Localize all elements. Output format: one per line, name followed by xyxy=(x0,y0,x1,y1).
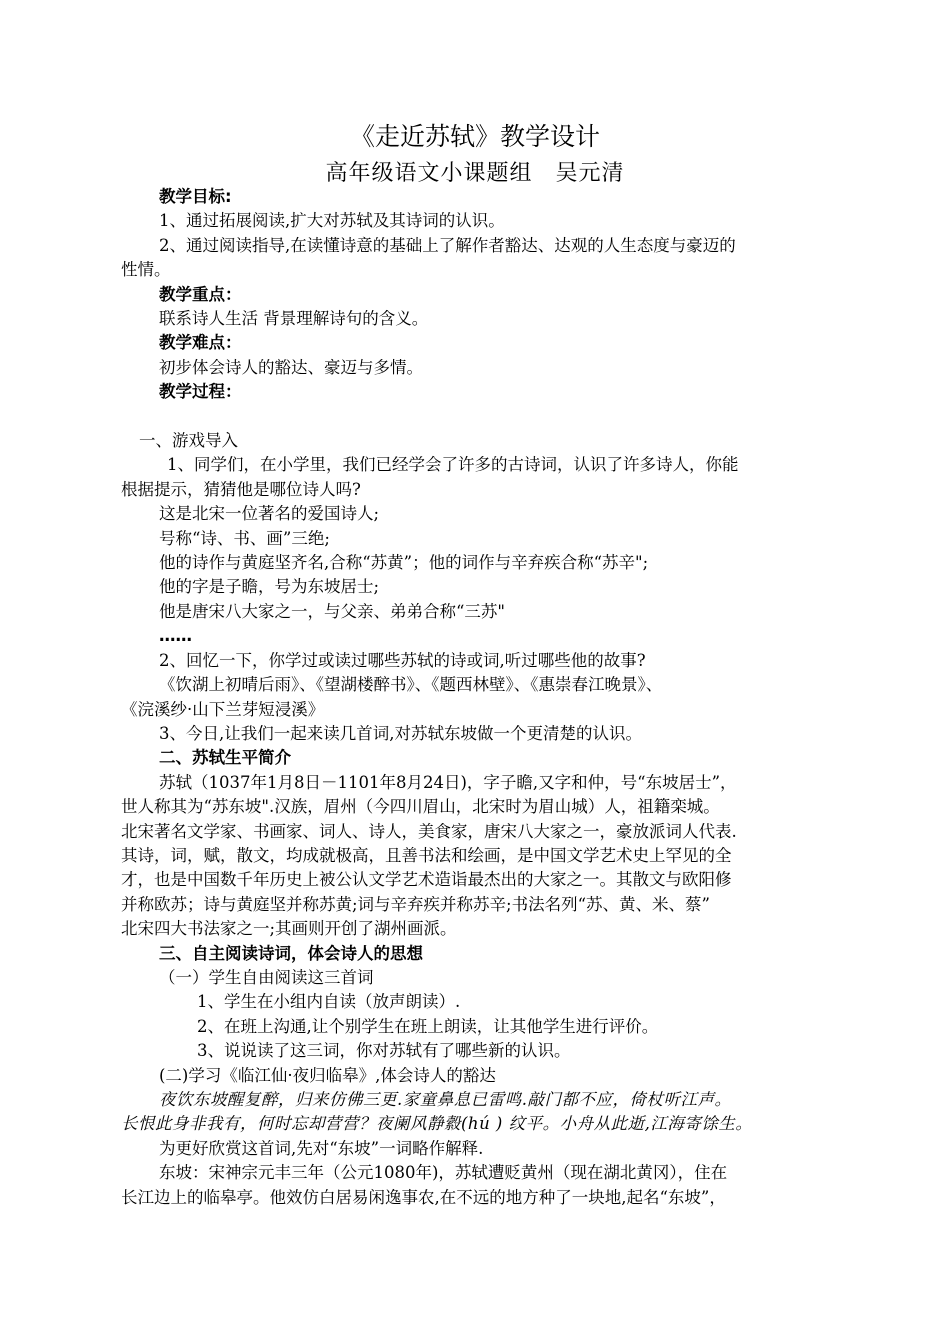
clue-item: 他是唐宋八大家之一，与父亲、弟弟合称“三苏" xyxy=(159,601,506,621)
biography-line: 其诗，词，赋，散文，均成就极高，且善书法和绘画，是中国文学艺术史上罕见的全 xyxy=(121,845,732,865)
question-2: 2、回忆一下，你学过或读过哪些苏轼的诗或词,听过哪些他的故事? xyxy=(159,650,646,670)
question-1: 1、同学们，在小学里，我们已经学会了许多的古诗词，认识了许多诗人，你能 xyxy=(167,455,739,475)
biography-line: 并称欧苏；诗与黄庭坚并称苏黄;词与辛弃疾并称苏辛;书法名列“苏、黄、米、蔡” xyxy=(121,894,710,914)
works-list-continuation: 《浣溪纱·山下兰芽短浸溪》 xyxy=(121,699,325,719)
section3-heading: 三、自主阅读诗词，体会诗人的思想 xyxy=(159,943,423,963)
poem-line: 夜饮东坡醒复醉，归来仿佛三更.家童鼻息已雷鸣.敲门都不应，倚杖听江声。 xyxy=(159,1090,732,1110)
focus-heading: 教学重点： xyxy=(159,284,242,304)
blank-line xyxy=(121,405,833,429)
clue-item: 号称“诗、书、画”三绝; xyxy=(159,528,330,548)
difficulty-heading: 教学难点： xyxy=(159,333,242,353)
biography-line: 世人称其为“苏东坡".汉族，眉州（今四川眉山，北宋时为眉山城）人，祖籍栾城。 xyxy=(121,797,720,817)
clue-item: 这是北宋一位著名的爱国诗人; xyxy=(159,504,380,524)
section1-heading: 一、游戏导入 xyxy=(139,431,238,451)
clue-item: 他的诗作与黄庭坚齐名,合称“苏黄”；他的词作与辛弃疾合称“苏辛"; xyxy=(159,553,649,573)
focus-text: 联系诗人生活 背景理解诗句的含义。 xyxy=(159,309,429,329)
subsection-1-heading: （一）学生自由阅读这三首词 xyxy=(159,967,374,987)
dongpo-note: 东坡：宋神宗元丰三年（公元1080年)，苏轼遭贬黄州（现在湖北黄冈），住在 xyxy=(159,1163,728,1183)
explanation: 为更好欣赏这首词,先对“东坡”一词略作解释. xyxy=(159,1138,484,1158)
process-heading: 教学过程： xyxy=(159,382,242,402)
question-1-continuation: 根据提示，猜猜他是哪位诗人吗? xyxy=(121,479,361,499)
question-3: 3、今日,让我们一起来读几首词,对苏轼东坡做一个更清楚的认识。 xyxy=(159,723,642,743)
section2-heading: 二、苏轼生平简介 xyxy=(159,748,291,768)
poem-line: 长恨此身非我有，何时忘却营营？夜阑风静縠(hú ) 纹平。小舟从此逝,江海寄馀生。 xyxy=(121,1114,753,1134)
clue-item: 他的字是子瞻，号为东坡居士; xyxy=(159,577,380,597)
works-list: 《饮湖上初晴后雨》、《望湖楼醉书》、《题西林壁》、《惠崇春江晚景》、 xyxy=(159,675,663,695)
dongpo-note-continuation: 长江边上的临皋亭。他效仿白居易闲逸事农,在不远的地方种了一块地,起名“东坡”， xyxy=(121,1187,726,1207)
step-item: 2、在班上沟通,让个别学生在班上朗读，让其他学生进行评价。 xyxy=(197,1016,659,1036)
difficulty-text: 初步体会诗人的豁达、豪迈与多情。 xyxy=(159,357,423,377)
goals-heading: 教学目标: xyxy=(159,187,232,206)
goal-item: 1、通过拓展阅读,扩大对苏轼及其诗词的认识。 xyxy=(159,211,505,231)
document-subtitle: 高年级语文小课题组 吴元清 xyxy=(325,161,625,186)
step-item: 3、说说读了这三词，你对苏轼有了哪些新的认识。 xyxy=(197,1041,571,1061)
document-body xyxy=(121,185,833,1210)
biography-line: 北宋四大书法家之一;其画则开创了湖州画派。 xyxy=(121,919,457,939)
ellipsis: …… xyxy=(159,626,192,646)
goal-item-continuation: 性情。 xyxy=(121,260,171,280)
biography-line: 苏轼（1037年1月8日－1101年8月24日)，字子瞻,又字和仲，号“东坡居士”， xyxy=(159,772,737,792)
document-title: 《走近苏轼》教学设计 xyxy=(349,122,600,151)
goal-item: 2、通过阅读指导,在读懂诗意的基础上了解作者豁达、达观的人生态度与豪迈的 xyxy=(159,235,736,255)
subsection-2-heading: (二)学习《临江仙·夜归临皋》,体会诗人的豁达 xyxy=(159,1065,496,1085)
biography-line: 北宋著名文学家、书画家、词人、诗人，美食家，唐宋八大家之一，豪放派词人代表. xyxy=(121,821,737,841)
biography-line: 才，也是中国数千年历史上被公认文学艺术造诣最杰出的大家之一。其散文与欧阳修 xyxy=(121,870,732,890)
step-item: 1、学生在小组内自读（放声朗读）. xyxy=(197,992,461,1012)
